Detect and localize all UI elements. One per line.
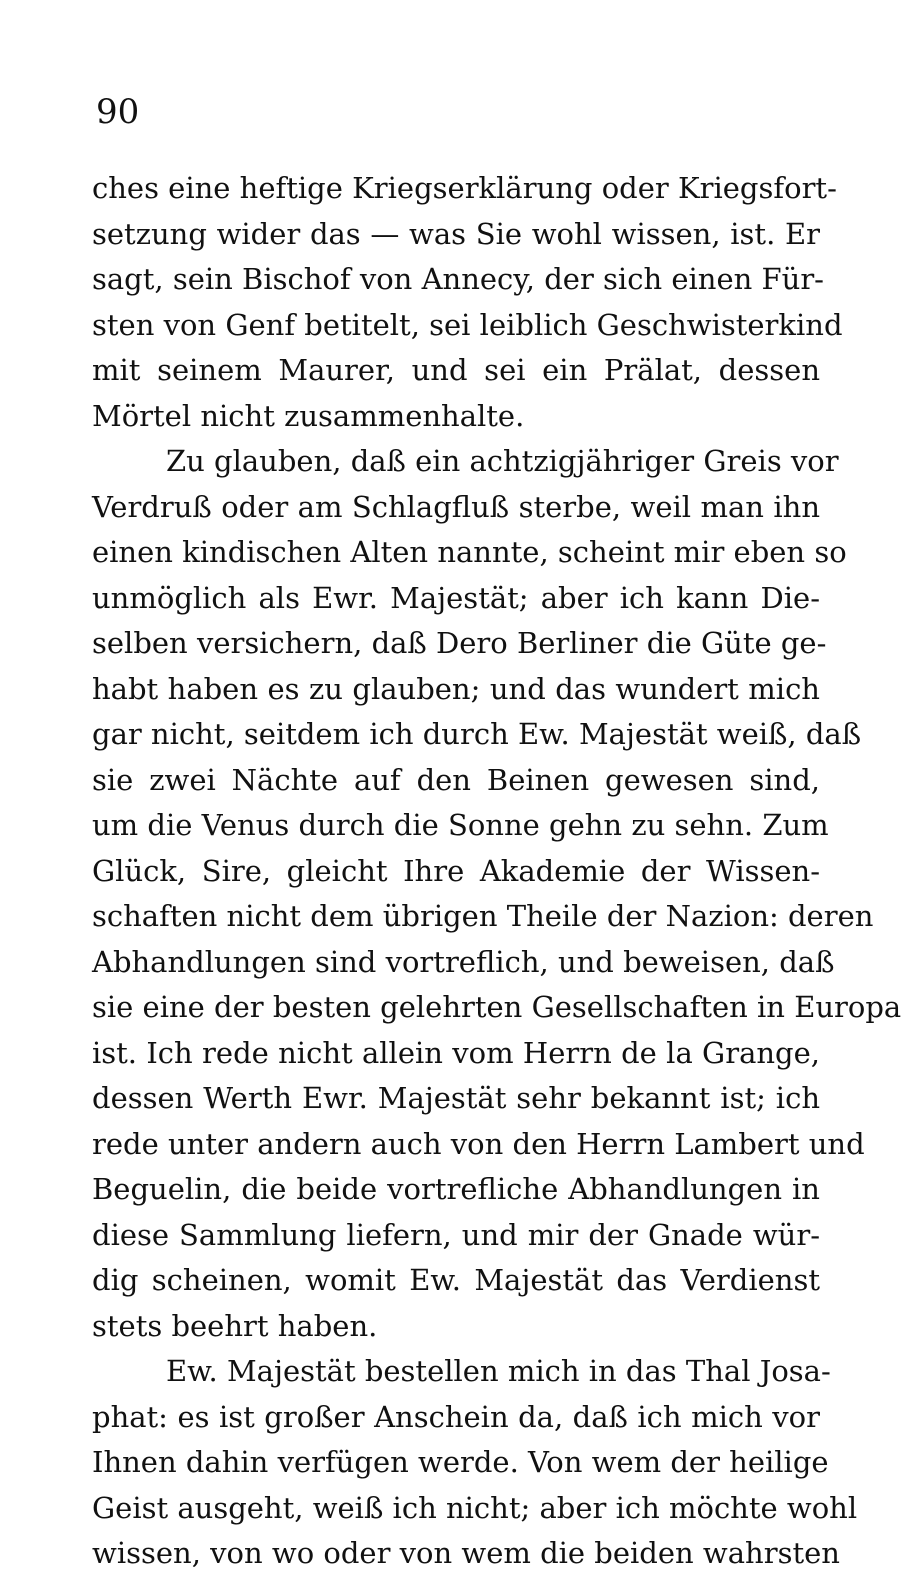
page-number: 90 <box>96 92 140 132</box>
text-line: diese Sammlung liefern, und mir der Gnade wür- <box>92 1217 820 1252</box>
text-line: Mörtel nicht zusammenhalte. <box>92 398 525 433</box>
text-line: Ew. Majestät bestellen mich in das Thal Josa- <box>166 1354 831 1388</box>
text-line: sten von Genf betitelt, sei leiblich Geschwisterkind <box>92 307 843 342</box>
text-line: Abhandlungen sind vortreflich, und beweisen, daß <box>92 944 835 979</box>
text-line: ches eine heftige Kriegserklärung oder Kriegsfort- <box>92 171 837 205</box>
text-line: sie zwei Nächte auf den Beinen gewesen sind, <box>92 762 820 797</box>
text-line: sie eine der besten gelehrten Gesellschaften in Europa <box>92 990 901 1024</box>
text-line: Verdruß oder am Schlagfluß sterbe, weil man ihn <box>92 489 820 524</box>
text-line: dessen Werth Ewr. Majestät sehr bekannt ist; ich <box>92 1081 820 1115</box>
text-line: Zu glauben, daß ein achtzigjähriger Greis vor <box>166 444 839 478</box>
text-line: ist. Ich rede nicht allein vom Herrn de la Grange, <box>92 1035 820 1070</box>
body-text <box>92 166 901 1577</box>
text-line: rede unter andern auch von den Herrn Lambert und <box>92 1126 865 1161</box>
text-line: Geist ausgeht, weiß ich nicht; aber ich möchte wohl <box>92 1490 858 1525</box>
text-line: habt haben es zu glauben; und das wundert mich <box>92 671 820 706</box>
text-line: wissen, von wo oder von wem die beiden wahrsten <box>92 1536 840 1570</box>
text-line: stets beehrt haben. <box>92 1308 378 1343</box>
text-line: mit seinem Maurer, und sei ein Prälat, dessen <box>92 353 820 387</box>
text-line: einen kindischen Alten nannte, scheint mir eben so <box>92 535 847 569</box>
text-line: dig scheinen, womit Ew. Majestät das Verdienst <box>92 1263 820 1297</box>
text-line: phat: es ist großer Anschein da, daß ich mich vor <box>92 1399 820 1434</box>
text-line: unmöglich als Ewr. Majestät; aber ich kann Die- <box>92 580 820 615</box>
text-line: gar nicht, seitdem ich durch Ew. Majestät weiß, daß <box>92 717 862 751</box>
text-line: Ihnen dahin verfügen werde. Von wem der heilige <box>92 1445 829 1479</box>
text-line: sagt, sein Bischof von Annecy, der sich einen Für- <box>92 262 824 296</box>
text-line: Beguelin, die beide vortrefliche Abhandlungen in <box>92 1172 820 1206</box>
text-line: Glück, Sire, gleicht Ihre Akademie der Wissen- <box>92 853 820 888</box>
text-line: selben versichern, daß Dero Berliner die Güte ge- <box>92 626 827 660</box>
text-line: schaften nicht dem übrigen Theile der Nazion: deren <box>92 899 874 933</box>
text-line: um die Venus durch die Sonne gehn zu sehn. Zum <box>92 808 829 842</box>
text-line: setzung wider das — was Sie wohl wissen, ist. Er <box>92 216 820 251</box>
